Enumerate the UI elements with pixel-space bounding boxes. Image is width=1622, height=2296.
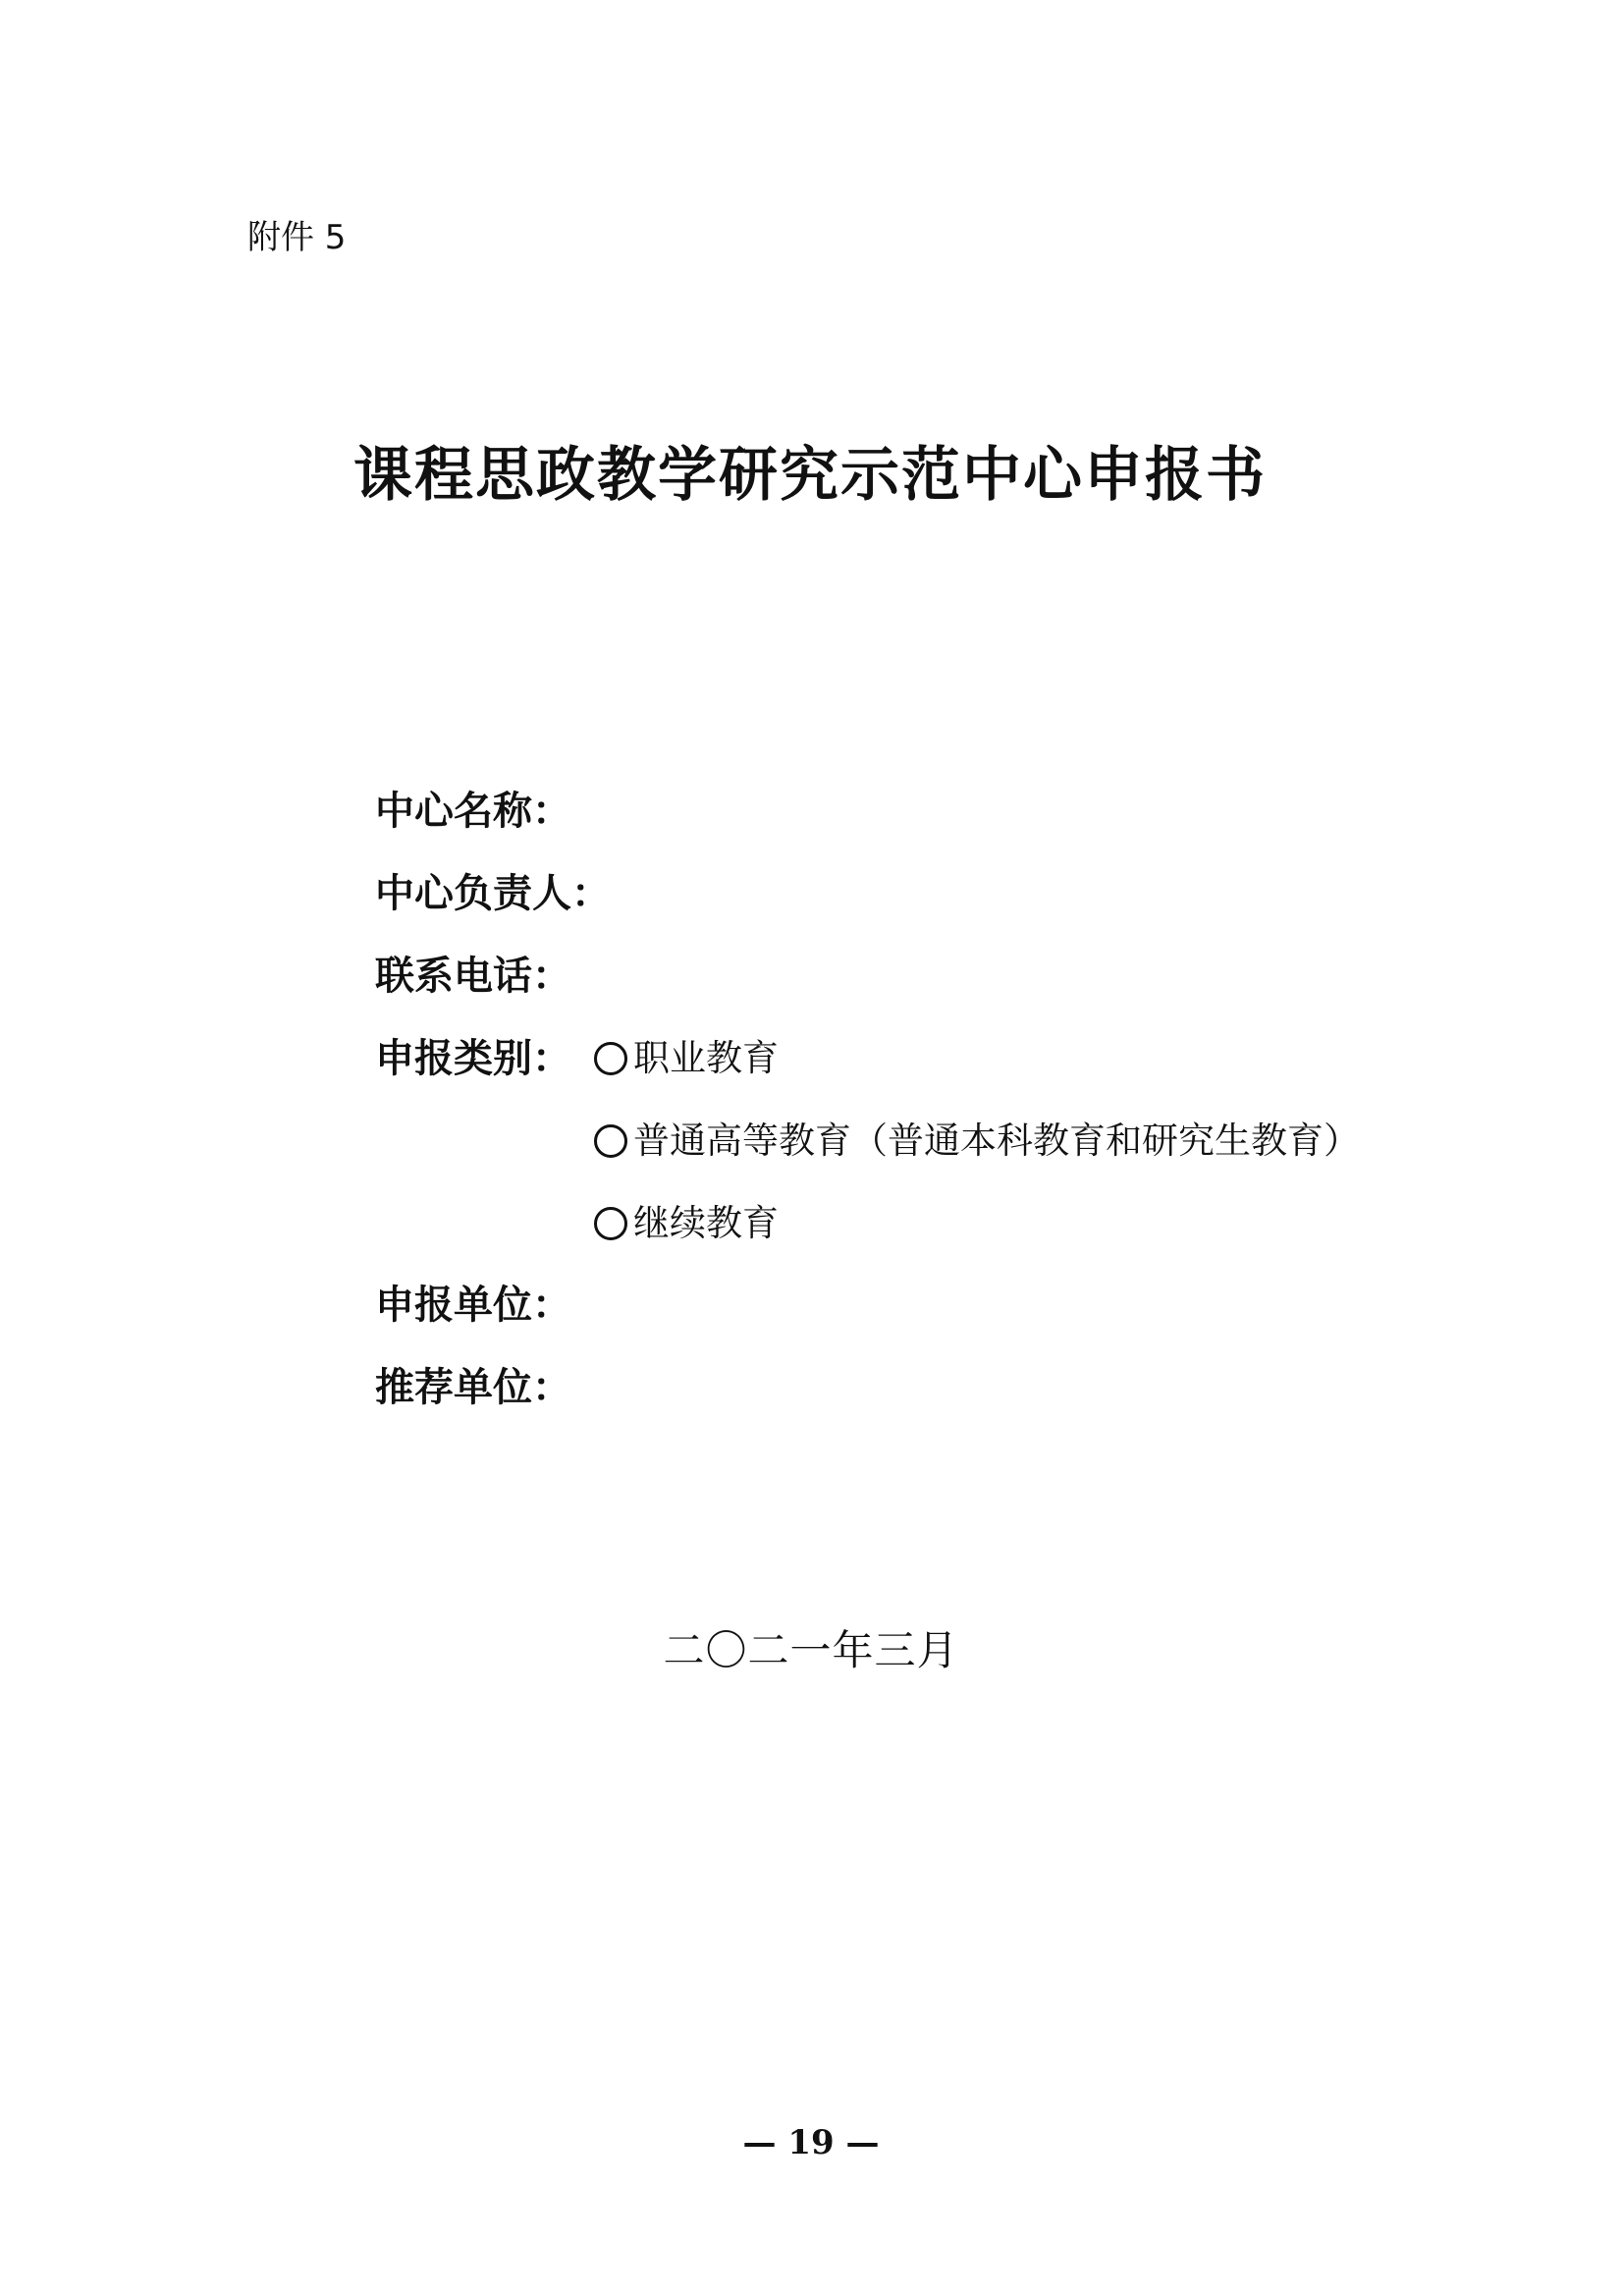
center-leader-label: 中心负责人： <box>375 871 611 916</box>
center-name-label: 中心名称： <box>375 789 571 834</box>
option-label: 普通高等教育（普通本科教育和研究生教育） <box>633 1120 1360 1162</box>
contact-phone-label: 联系电话： <box>375 954 571 999</box>
radio-circle-icon[interactable] <box>594 1042 627 1075</box>
option-label: 职业教育 <box>633 1037 779 1079</box>
document-title: 课程思政教学研究示范中心申报书 <box>353 441 1267 510</box>
category-label: 申报类别： <box>375 1036 571 1081</box>
category-option-higher-education[interactable] <box>594 1118 1360 1165</box>
category-option-vocational[interactable] <box>594 1035 779 1082</box>
attachment-label: 附件 5 <box>247 218 347 257</box>
applicant-unit-label: 申报单位： <box>375 1283 571 1328</box>
radio-circle-icon[interactable] <box>594 1124 627 1158</box>
radio-circle-icon[interactable] <box>594 1207 627 1240</box>
category-option-continuing-education[interactable] <box>594 1200 779 1247</box>
option-label: 继续教育 <box>633 1202 779 1244</box>
document-date: 二〇二一年三月 <box>663 1626 959 1674</box>
recommending-unit-label: 推荐单位： <box>375 1365 571 1410</box>
page-number: — 19 — <box>742 2123 880 2162</box>
